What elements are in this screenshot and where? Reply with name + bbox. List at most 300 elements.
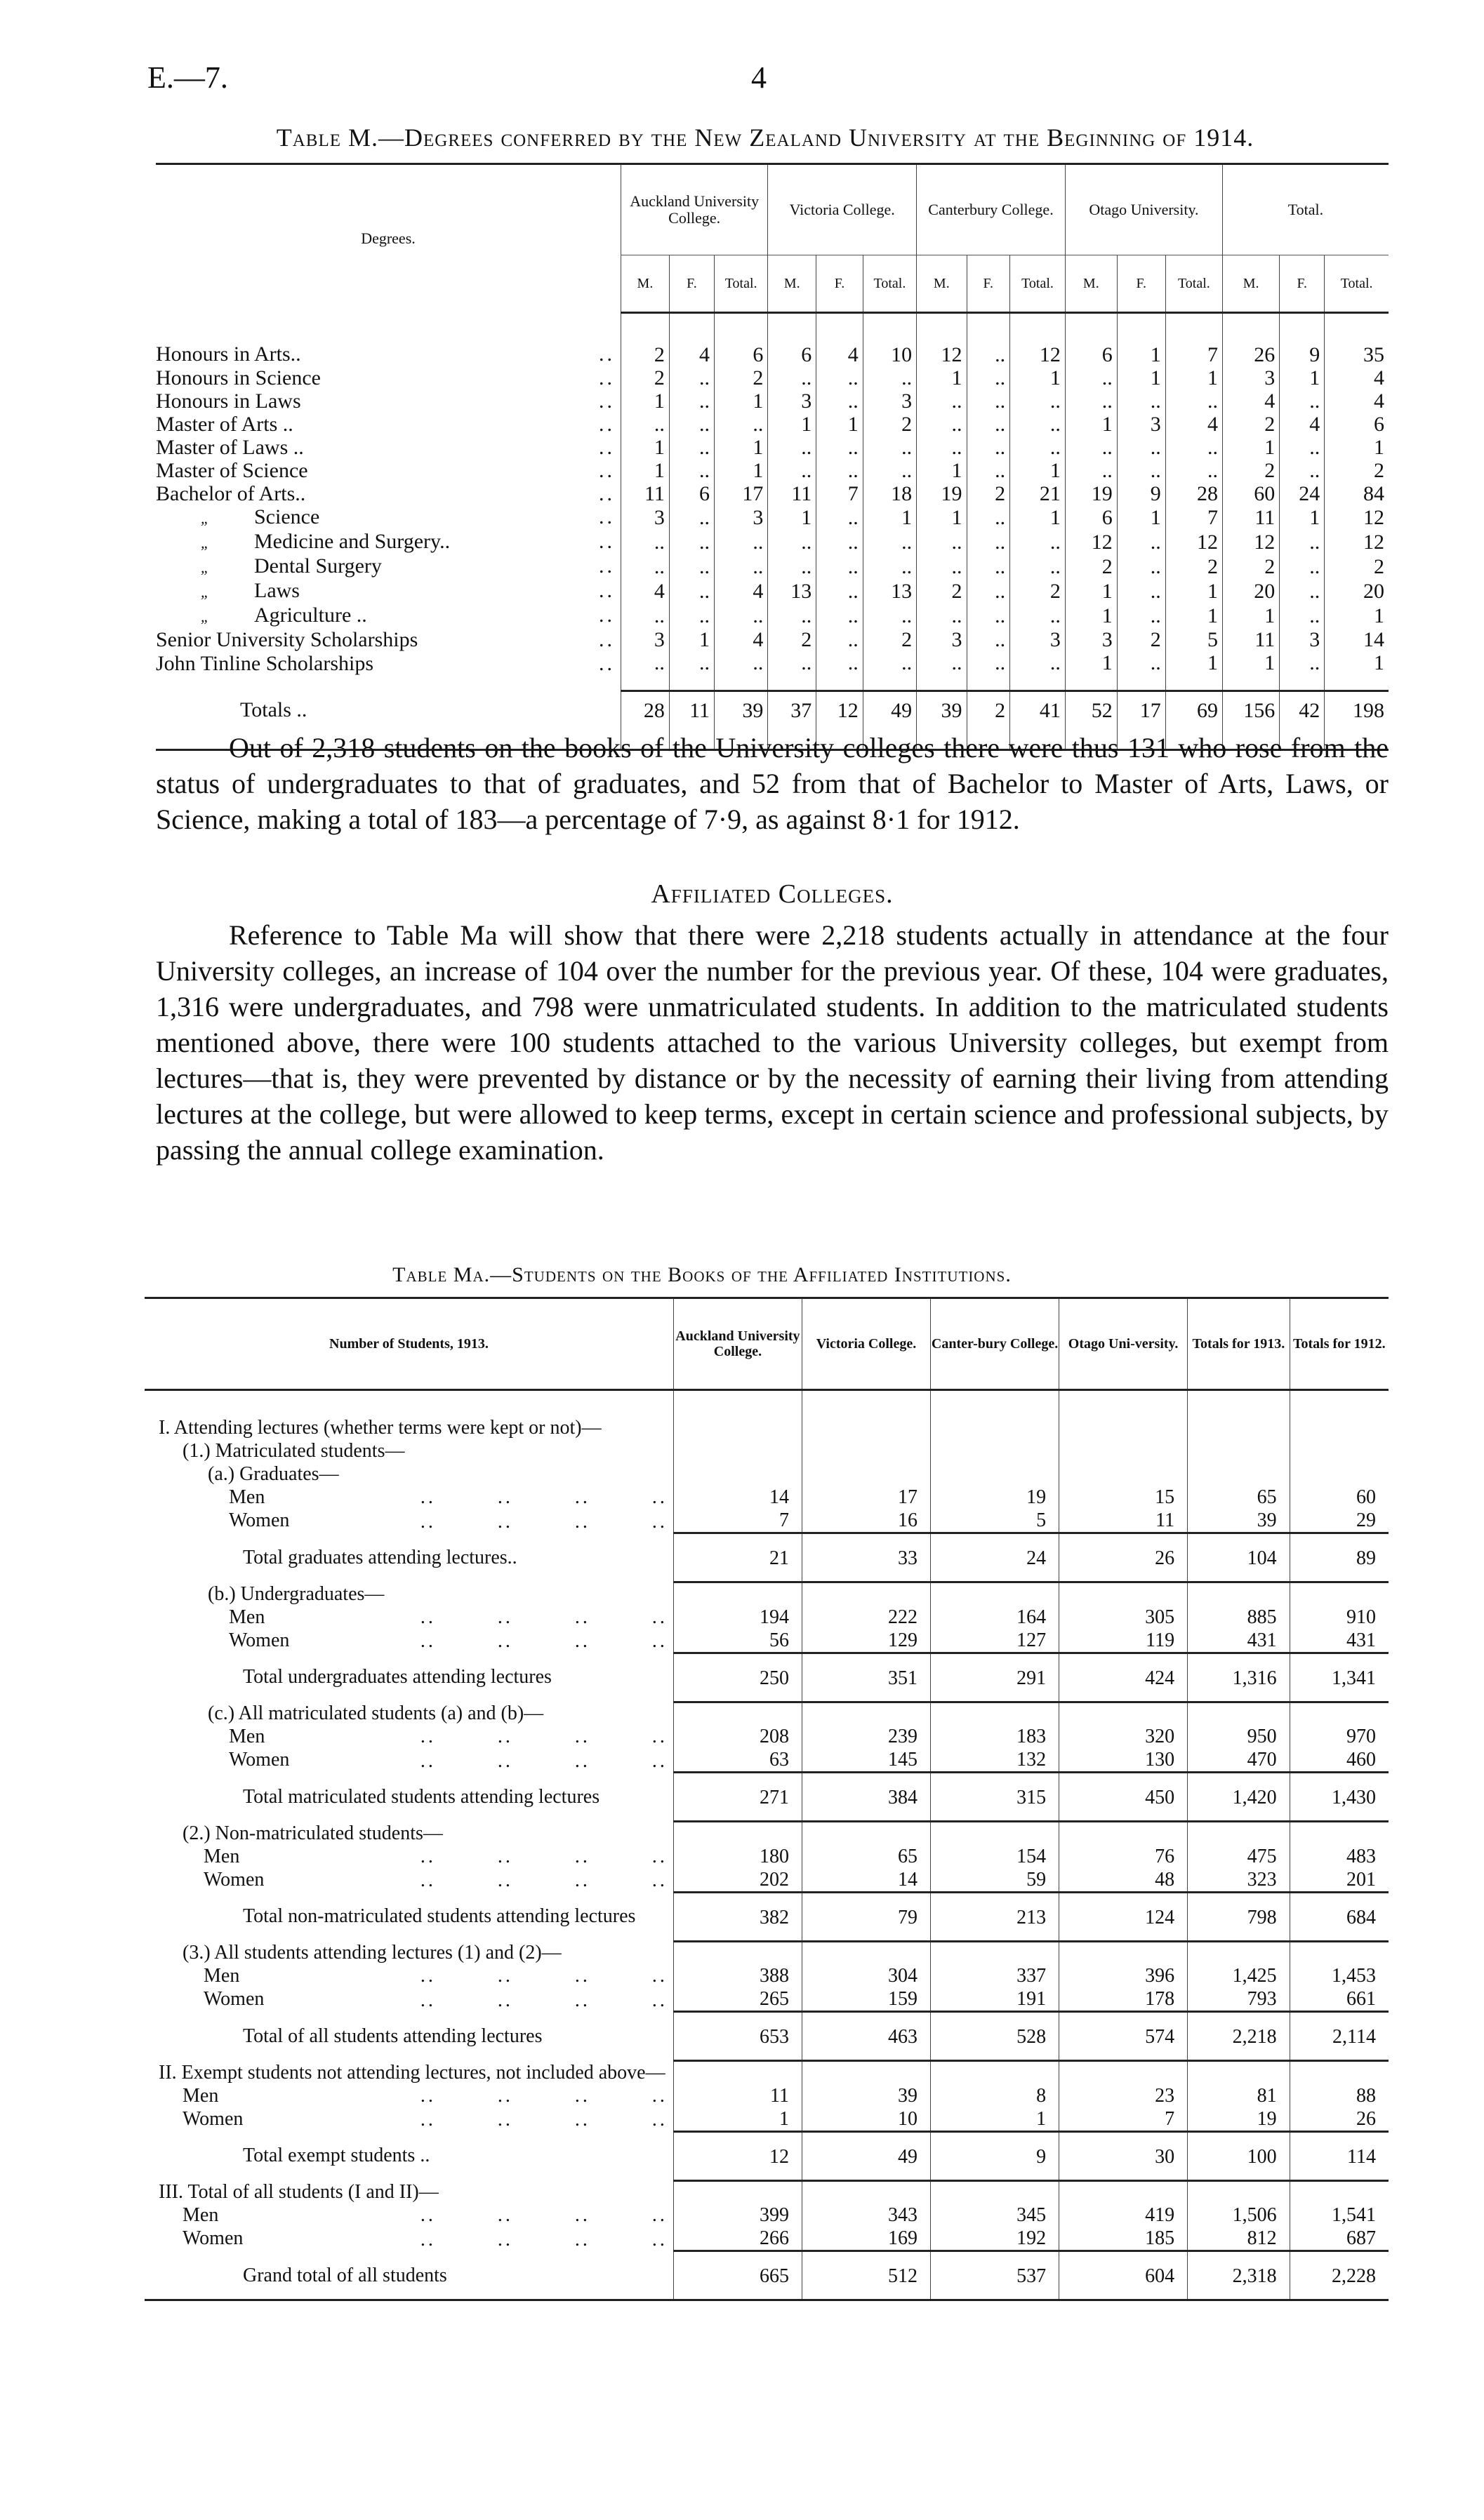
cell-value: 1 [621, 436, 669, 459]
row-label [156, 651, 621, 691]
row-label [145, 2107, 673, 2132]
row-label-text: Women [204, 1868, 265, 1891]
cell-value: 202 [673, 1868, 802, 1893]
cell-value: 1 [1117, 366, 1165, 389]
cell-value: 191 [931, 1987, 1059, 2012]
leader-dots: .. [598, 366, 615, 389]
cell-value: .. [1010, 604, 1066, 628]
subtotal-row [145, 1533, 1389, 1582]
cell-value: 9 [1117, 482, 1165, 505]
row-label [156, 366, 621, 389]
column-header-description: Number of Students, 1913. [145, 1298, 673, 1390]
subtotal-value: 26 [1059, 1533, 1188, 1582]
cell-value: .. [917, 530, 967, 554]
cell-value: .. [1165, 389, 1222, 413]
cell-value: 1 [1280, 505, 1325, 530]
cell-value: .. [967, 604, 1010, 628]
cell-value: 29 [1290, 1509, 1389, 1533]
cell-value: .. [768, 530, 816, 554]
cell-value: .. [768, 554, 816, 579]
empty-cell [1188, 1416, 1290, 1439]
total-value: 2 [967, 691, 1010, 750]
row-label [156, 579, 621, 604]
subtotal-value: 30 [1059, 2131, 1188, 2180]
subtotal-value: 104 [1188, 1533, 1290, 1582]
cell-value: 12 [1222, 530, 1279, 554]
degree-name: Master of Arts .. [156, 413, 293, 436]
table-ma-title: Table Ma.—Students on the Books of the Affiliated Institutions. [392, 1263, 1012, 1286]
total-value: 52 [1065, 691, 1117, 750]
section-label: (1.) Matriculated students— [183, 1440, 405, 1462]
row-label [156, 505, 621, 530]
section-label: (2.) Non-matriculated students— [183, 1822, 443, 1844]
cell-value: 1 [714, 459, 767, 482]
leader-dots: .. [598, 389, 615, 413]
subtotal-value: 291 [931, 1653, 1059, 1702]
subtotal-value: 537 [931, 2251, 1059, 2300]
row-label [145, 2227, 673, 2251]
empty-cell [1059, 1702, 1188, 1725]
ditto-mark: „ [200, 509, 210, 527]
degree-name: John Tinline Scholarships [156, 651, 374, 675]
cell-value: .. [917, 436, 967, 459]
cell-value: 2 [1117, 628, 1165, 651]
row-label [145, 2084, 673, 2107]
table-row-women [145, 1748, 1389, 1773]
cell-value: .. [1010, 554, 1066, 579]
cell-value: 1 [1222, 604, 1279, 628]
cell-value: .. [816, 604, 863, 628]
subtotal-row [145, 1653, 1389, 1702]
cell-value: .. [917, 554, 967, 579]
table-row-women [145, 1629, 1389, 1653]
subtotal-row [145, 2131, 1389, 2180]
cell-value: .. [669, 530, 714, 554]
cell-value: 3 [1010, 628, 1066, 651]
subheader-total: Total. [714, 255, 767, 313]
subtotal-label: Total undergraduates attending lectures [243, 1666, 552, 1688]
row-label-text: Women [183, 2227, 244, 2249]
spacer-cell [1188, 1390, 1290, 1417]
cell-value: 119 [1059, 1629, 1188, 1653]
cell-value: 1 [1325, 604, 1389, 628]
subtotal-label: Total exempt students .. [243, 2145, 430, 2166]
cell-value: 1 [1065, 579, 1117, 604]
cell-value: 7 [1059, 2107, 1188, 2132]
leader-dots: .. [598, 482, 615, 505]
cell-value: .. [669, 459, 714, 482]
cell-value: .. [917, 389, 967, 413]
subtotal-value: 49 [802, 2131, 930, 2180]
empty-cell [802, 1462, 930, 1486]
spacer-cell [1290, 1390, 1389, 1417]
cell-value: 14 [1325, 628, 1389, 651]
cell-value: 910 [1290, 1606, 1389, 1629]
cell-value: .. [816, 459, 863, 482]
cell-value: 19 [1065, 482, 1117, 505]
cell-value: 20 [1325, 579, 1389, 604]
cell-value: 3 [1065, 628, 1117, 651]
subtotal-value: 24 [931, 1533, 1059, 1582]
cell-value: .. [967, 389, 1010, 413]
cell-value: 2 [1325, 554, 1389, 579]
cell-value: .. [621, 554, 669, 579]
cell-value: 337 [931, 1964, 1059, 1987]
cell-value: .. [768, 436, 816, 459]
cell-value: 35 [1325, 313, 1389, 367]
cell-value: .. [816, 366, 863, 389]
cell-value: 130 [1059, 1748, 1188, 1773]
page-code: E.—7. [147, 60, 228, 95]
column-header: Totals for 1912. [1290, 1298, 1389, 1390]
cell-value: 145 [802, 1748, 930, 1773]
cell-value: .. [1117, 579, 1165, 604]
row-label-text: Women [229, 1509, 290, 1531]
paragraph-graduation-summary: Out of 2,318 students on the books of the University colleges there were thus 131 who rose from the status of undergraduates to that of graduates, and 52 from that of Bachelor to Master of Arts, Laws, or Science, making a total of 183—a percentage of 7·9, as against 8·1 for 1912. [156, 732, 1389, 835]
cell-value: 208 [673, 1725, 802, 1748]
cell-value: 239 [802, 1725, 930, 1748]
table-row-women [145, 1509, 1389, 1533]
total-value: 37 [768, 691, 816, 750]
cell-value: .. [1010, 530, 1066, 554]
cell-value: 345 [931, 2204, 1059, 2227]
leader-dots: .. [598, 651, 615, 675]
cell-value: 1 [669, 628, 714, 651]
cell-value: .. [967, 505, 1010, 530]
cell-value: 2 [863, 413, 916, 436]
cell-value: .. [967, 628, 1010, 651]
cell-value: 1 [917, 505, 967, 530]
row-label [156, 313, 621, 367]
cell-value: .. [967, 651, 1010, 691]
row-label [156, 554, 621, 579]
cell-value: 7 [1165, 313, 1222, 367]
cell-value: 793 [1188, 1987, 1290, 2012]
row-label [145, 1509, 673, 1533]
subtotal-value: 450 [1059, 1773, 1188, 1822]
cell-value: .. [1065, 389, 1117, 413]
cell-value: 10 [863, 313, 916, 367]
cell-value: .. [768, 651, 816, 691]
empty-cell [1290, 1582, 1389, 1606]
degree-name: Science [254, 505, 320, 528]
empty-cell [673, 1822, 802, 1845]
cell-value: 60 [1222, 482, 1279, 505]
subtotal-value: 9 [931, 2131, 1059, 2180]
empty-cell [1188, 1462, 1290, 1486]
cell-value: .. [816, 505, 863, 530]
subtotal-value: 79 [802, 1892, 930, 1941]
subtotal-value: 384 [802, 1773, 930, 1822]
cell-value: 4 [1280, 413, 1325, 436]
group-header-victoria: Victoria College. [768, 164, 917, 255]
empty-cell [802, 1822, 930, 1845]
cell-value: 2 [1010, 579, 1066, 604]
cell-value: .. [714, 530, 767, 554]
cell-value: 60 [1290, 1486, 1389, 1509]
cell-value: 6 [1325, 413, 1389, 436]
cell-value: 180 [673, 1845, 802, 1868]
cell-value: .. [621, 413, 669, 436]
row-label [145, 1725, 673, 1748]
total-value: 69 [1165, 691, 1222, 750]
page-number: 4 [751, 60, 767, 95]
section-label: III. Total of all students (I and II)— [159, 2181, 439, 2203]
cell-value: 1 [816, 413, 863, 436]
cell-value: 265 [673, 1987, 802, 2012]
cell-value: 26 [1290, 2107, 1389, 2132]
cell-value: 1 [931, 2107, 1059, 2132]
cell-value: 687 [1290, 2227, 1389, 2251]
empty-cell [931, 1582, 1059, 1606]
table-row-men [145, 1606, 1389, 1629]
cell-value: 7 [673, 1509, 802, 1533]
ditto-mark: „ [200, 608, 210, 625]
empty-cell [1059, 1582, 1188, 1606]
total-value: 42 [1280, 691, 1325, 750]
section-label: (3.) All students attending lectures (1) and (2)— [183, 1942, 562, 1964]
empty-cell [1290, 1822, 1389, 1845]
empty-cell [802, 1439, 930, 1462]
total-value: 39 [714, 691, 767, 750]
cell-value: .. [863, 459, 916, 482]
cell-value: .. [967, 413, 1010, 436]
leader-dots: .. .. .. .. [420, 1630, 668, 1652]
leader-dots: .. .. .. .. [420, 1606, 668, 1628]
leader-dots: .. [598, 505, 615, 528]
cell-value: 169 [802, 2227, 930, 2251]
cell-value: 15 [1059, 1486, 1188, 1509]
table-row-women [145, 2107, 1389, 2132]
cell-value: .. [967, 554, 1010, 579]
cell-value: 4 [714, 579, 767, 604]
cell-value: 6 [1065, 505, 1117, 530]
subtotal-value: 114 [1290, 2131, 1389, 2180]
cell-value: .. [816, 530, 863, 554]
subheader-m: M. [768, 255, 816, 313]
empty-cell [1290, 1462, 1389, 1486]
leader-dots: .. .. .. .. [420, 1510, 668, 1533]
cell-value: 2 [1222, 413, 1279, 436]
leader-dots: .. .. .. .. [420, 2084, 668, 2107]
cell-value: .. [816, 628, 863, 651]
cell-value: 1 [917, 366, 967, 389]
cell-value: .. [1117, 389, 1165, 413]
cell-value: 154 [931, 1845, 1059, 1868]
empty-cell [802, 2180, 930, 2204]
subtotal-value: 89 [1290, 1533, 1389, 1582]
leader-dots: .. .. .. .. [420, 1989, 668, 2011]
cell-value: 9 [1280, 313, 1325, 367]
total-value: 198 [1325, 691, 1389, 750]
empty-cell [1188, 1941, 1290, 1964]
leader-dots: .. [598, 554, 615, 578]
empty-cell [931, 1822, 1059, 1845]
cell-value: 23 [1059, 2084, 1188, 2107]
cell-value: 4 [1325, 389, 1389, 413]
leader-dots: .. [598, 342, 615, 366]
cell-value: .. [669, 579, 714, 604]
column-header: Otago Uni-versity. [1059, 1298, 1188, 1390]
cell-value: 2 [967, 482, 1010, 505]
subtotal-value: 100 [1188, 2131, 1290, 2180]
row-label [156, 628, 621, 651]
cell-value: 1 [1010, 459, 1066, 482]
degree-name: Medicine and Surgery.. [254, 530, 451, 553]
subtotal-value: 684 [1290, 1892, 1389, 1941]
subtotal-value: 574 [1059, 2012, 1188, 2061]
leader-dots: .. .. .. .. [420, 1965, 668, 1987]
cell-value: .. [967, 459, 1010, 482]
cell-value: .. [917, 413, 967, 436]
cell-value: 11 [621, 482, 669, 505]
cell-value: 661 [1290, 1987, 1389, 2012]
cell-value: 39 [1188, 1509, 1290, 1533]
cell-value: .. [1117, 530, 1165, 554]
subtotal-value: 21 [673, 1533, 802, 1582]
cell-value: 1,453 [1290, 1964, 1389, 1987]
cell-value: 48 [1059, 1868, 1188, 1893]
cell-value: 127 [931, 1629, 1059, 1653]
cell-value: .. [967, 313, 1010, 367]
degree-name: Master of Laws .. [156, 436, 304, 459]
cell-value: 2 [917, 579, 967, 604]
cell-value: .. [621, 530, 669, 554]
table-row [156, 436, 1389, 459]
subtotal-value: 1,430 [1290, 1773, 1389, 1822]
empty-cell [931, 1462, 1059, 1486]
table-row-men [145, 2084, 1389, 2107]
cell-value: 56 [673, 1629, 802, 1653]
table-row [156, 628, 1389, 651]
subtotal-value: 271 [673, 1773, 802, 1822]
cell-value: .. [768, 366, 816, 389]
subheader-f: F. [669, 255, 714, 313]
cell-value: 3 [1280, 628, 1325, 651]
empty-cell [1290, 1439, 1389, 1462]
cell-value: 12 [1065, 530, 1117, 554]
cell-value: 304 [802, 1964, 930, 1987]
row-label [145, 1987, 673, 2012]
table-row-men [145, 1845, 1389, 1868]
subtotal-row [145, 1892, 1389, 1941]
cell-value: .. [863, 604, 916, 628]
subtotal-label: Total matriculated students attending lectures [243, 1785, 600, 1808]
cell-value: 460 [1290, 1748, 1389, 1773]
empty-cell [673, 1462, 802, 1486]
cell-value: 1 [1165, 579, 1222, 604]
cell-value: 19 [1188, 2107, 1290, 2132]
row-label [156, 389, 621, 413]
cell-value: 431 [1290, 1629, 1389, 1653]
cell-value: .. [1280, 604, 1325, 628]
subtotal-value: 2,114 [1290, 2012, 1389, 2061]
section-row-matriculated [145, 1439, 1389, 1462]
cell-value: 4 [1165, 413, 1222, 436]
cell-value: .. [1117, 604, 1165, 628]
cell-value: 4 [816, 313, 863, 367]
cell-value: 396 [1059, 1964, 1188, 1987]
cell-value: 178 [1059, 1987, 1188, 2012]
ditto-mark: „ [200, 559, 210, 576]
cell-value: 1 [1165, 651, 1222, 691]
cell-value: 16 [802, 1509, 930, 1533]
empty-cell [802, 2061, 930, 2084]
cell-value: 323 [1188, 1868, 1290, 1893]
cell-value: .. [1280, 651, 1325, 691]
cell-value: 63 [673, 1748, 802, 1773]
cell-value: .. [1165, 436, 1222, 459]
subheader-total: Total. [1165, 255, 1222, 313]
empty-cell [673, 1582, 802, 1606]
leader-dots: .. [598, 579, 615, 602]
table-row [156, 413, 1389, 436]
cell-value: 194 [673, 1606, 802, 1629]
group-header-total: Total. [1222, 164, 1389, 255]
leader-dots: .. [598, 436, 615, 459]
cell-value: .. [1010, 436, 1066, 459]
subheader-f: F. [967, 255, 1010, 313]
row-label [145, 1845, 673, 1868]
subtotal-value: 2,218 [1188, 2012, 1290, 2061]
cell-value: 7 [1165, 505, 1222, 530]
cell-value: 17 [802, 1486, 930, 1509]
cell-value: .. [714, 554, 767, 579]
table-row [156, 505, 1389, 530]
subtotal-value: 512 [802, 2251, 930, 2300]
cell-value: .. [1280, 459, 1325, 482]
cell-value: 1 [863, 505, 916, 530]
subtotal-value: 33 [802, 1533, 930, 1582]
empty-cell [802, 1416, 930, 1439]
row-label [145, 2204, 673, 2227]
row-label [156, 459, 621, 482]
cell-value: 18 [863, 482, 916, 505]
section-row-attending [145, 1416, 1389, 1439]
row-label-text: Men [183, 2204, 219, 2226]
cell-value: .. [714, 651, 767, 691]
subheader-m: M. [621, 255, 669, 313]
empty-cell [931, 1941, 1059, 1964]
subtotal-label: Total graduates attending lectures.. [243, 1546, 517, 1568]
cell-value: 812 [1188, 2227, 1290, 2251]
empty-cell [802, 1582, 930, 1606]
subtotal-value: 665 [673, 2251, 802, 2300]
cell-value: 2 [1325, 459, 1389, 482]
cell-value: .. [714, 413, 767, 436]
empty-cell [1059, 1822, 1188, 1845]
cell-value: 3 [863, 389, 916, 413]
table-row [156, 579, 1389, 604]
leader-dots: .. [598, 459, 615, 482]
subtotal-value: 315 [931, 1773, 1059, 1822]
cell-value: .. [669, 366, 714, 389]
total-value: 12 [816, 691, 863, 750]
degree-name: Dental Surgery [254, 554, 382, 578]
cell-value: 1 [621, 389, 669, 413]
subheader-f: F. [1117, 255, 1165, 313]
cell-value: .. [768, 604, 816, 628]
subtotal-row [145, 2012, 1389, 2061]
empty-cell [1290, 1416, 1389, 1439]
section-heading-affiliated-colleges: Affiliated Colleges. [651, 879, 894, 909]
cell-value: 20 [1222, 579, 1279, 604]
table-row [156, 554, 1389, 579]
cell-value: 12 [1165, 530, 1222, 554]
cell-value: 1 [1325, 651, 1389, 691]
cell-value: 10 [802, 2107, 930, 2132]
cell-value: 3 [621, 505, 669, 530]
